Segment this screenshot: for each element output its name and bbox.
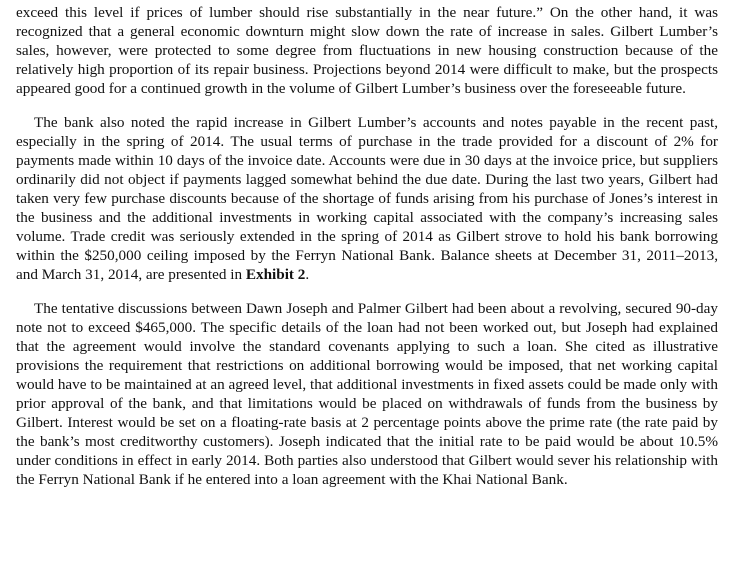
paragraph-3: The tentative discussions between Dawn Joseph and Palmer Gilbert had been about a revolving, secured 90-day note not to exceed $465,000. The specific details of the loan had not been worked out, but Joseph had explained that the agreement would involve the standard covenants applying to such a loan. She cited as illustrative provisions the requirement that restrictions on additional borrowing would be imposed, that net working capital would have to be maintained at an agreed level, that additional investments in fixed assets could be made only with prior approval of the bank, and that limitations would be placed on withdrawals of funds from the business by Gilbert. Interest would be set on a floating-rate basis at 2 percentage points above the prime rate (the rate paid by the bank’s most creditworthy customers). Joseph indicated that the initial rate to be paid would be about 10.5% under conditions in effect in early 2014. Both parties also understood that Gilbert would sever his relationship with the Ferryn National Bank if he entered into a loan agreement with the Khai National Bank. xyxy=(16,300,718,488)
document-page xyxy=(16,3,718,489)
exhibit-2-reference: Exhibit 2 xyxy=(245,266,306,283)
paragraph-2-text: The bank also noted the rapid increase in Gilbert Lumber’s accounts and notes payable in the recent past, especially in the spring of 2014. The usual terms of purchase in the trade provided for a discount of 2% for payments made within 10 days of the invoice date. Accounts were due in 30 days at the invoice price, but suppliers ordinarily did not object if payments lagged somewhat behind the due date. During the last two years, Gilbert had taken very few purchase discounts because of the shortage of funds arising from his purchase of Jones’s interest in the business and the additional investments in working capital associated with the company’s increasing sales volume. Trade credit was seriously extended in the spring of 2014 as Gilbert strove to hold his bank borrowing within the $250,000 ceiling imposed by the Ferryn National Bank. Balance sheets at December 31, 2011–2013, and March 31, 2014, are presented in xyxy=(16,114,718,283)
paragraph-1: exceed this level if prices of lumber should rise substantially in the near future.” On the other hand, it was recognized that a general economic downturn might slow down the rate of increase in sales. Gilbert Lumber’s sales, however, were protected to some degree from fluctuations in new housing construction because of the relatively high proportion of its repair business. Projections beyond 2014 were difficult to make, but the prospects appeared good for a continued growth in the volume of Gilbert Lumber’s business over the foreseeable future. xyxy=(16,4,718,97)
paragraph-2-tail: . xyxy=(305,266,310,283)
paragraph-2 xyxy=(16,113,718,284)
